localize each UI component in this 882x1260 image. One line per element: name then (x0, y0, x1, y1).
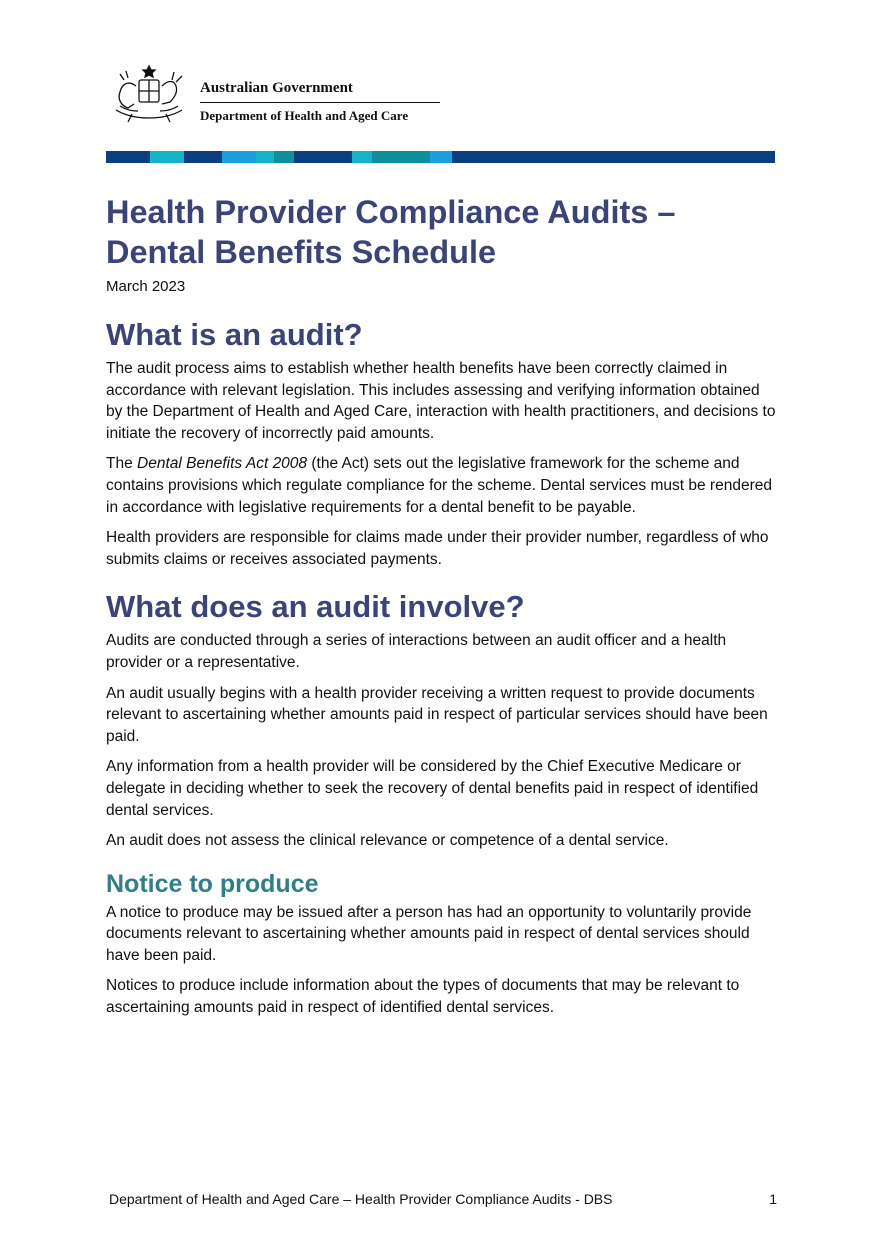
header-color-bar (106, 151, 775, 163)
coat-of-arms-icon (106, 64, 192, 128)
header-divider (200, 102, 440, 103)
page-footer (109, 1190, 777, 1208)
involve-paragraph-1: Audits are conducted through a series of interactions between an audit officer and a health provider or a representative. (106, 632, 727, 671)
heading-notice-to-produce: Notice to produce (106, 869, 319, 898)
footer-text: Department of Health and Aged Care – Health Provider Compliance Audits - DBS (109, 1191, 613, 1207)
document-title (106, 192, 778, 272)
title-line-2: Dental Benefits Schedule (106, 234, 497, 270)
government-name: Australian Government (200, 80, 353, 96)
audit-paragraph-2-pre: The (106, 455, 138, 473)
page-number: 1 (769, 1191, 777, 1207)
involve-paragraph-4: An audit does not assess the clinical relevance or competence of a dental service. (106, 832, 669, 850)
audit-paragraph-2 (106, 453, 778, 518)
document-date: March 2023 (106, 278, 186, 295)
heading-what-is-an-audit: What is an audit? (106, 317, 363, 352)
notice-paragraph-2: Notices to produce include information about the types of documents that may be relevant to ascertaining amounts paid in respect of identified dental services. (106, 977, 740, 1017)
audit-paragraph-2-post: (the Act) sets out the legislative framework for the scheme and contains provisions which regulate compliance for the scheme. Dental services must be rendered in accordance with legislative requirements for a dental benefit to be payable. (106, 455, 772, 516)
heading-audit-involve: What does an audit involve? (106, 589, 525, 625)
involve-paragraph-3: Any information from a health provider will be considered by the Chief Executive Medicare or delegate in deciding whether to seek the recovery of dental benefits paid in respect of identified dental services. (106, 758, 759, 819)
department-name: Department of Health and Aged Care (200, 108, 409, 123)
document-body (106, 192, 778, 1028)
title-line-1: Health Provider Compliance Audits – (106, 194, 676, 230)
involve-paragraph-2: An audit usually begins with a health provider receiving a written request to provide documents relevant to ascertaining whether amounts paid in respect of particular services should have been paid. (106, 684, 768, 745)
audit-paragraph-1: The audit process aims to establish whether health benefits have been correctly claimed in accordance with relevant legislation. This includes assessing and verifying information obtained by the Department of Health and Aged Care, interaction with health practitioners, and decisions to initiate the recovery of incorrectly paid amounts. (106, 360, 776, 442)
audit-paragraph-3: Health providers are responsible for claims made under their provider number, regardless of who submits claims or receives associated payments. (106, 529, 769, 568)
act-name: Dental Benefits Act 2008 (137, 455, 308, 473)
notice-paragraph-1: A notice to produce may be issued after a person has had an opportunity to voluntarily provide documents relevant to ascertaining whether amounts paid in respect of dental services should have been paid. (106, 903, 752, 964)
